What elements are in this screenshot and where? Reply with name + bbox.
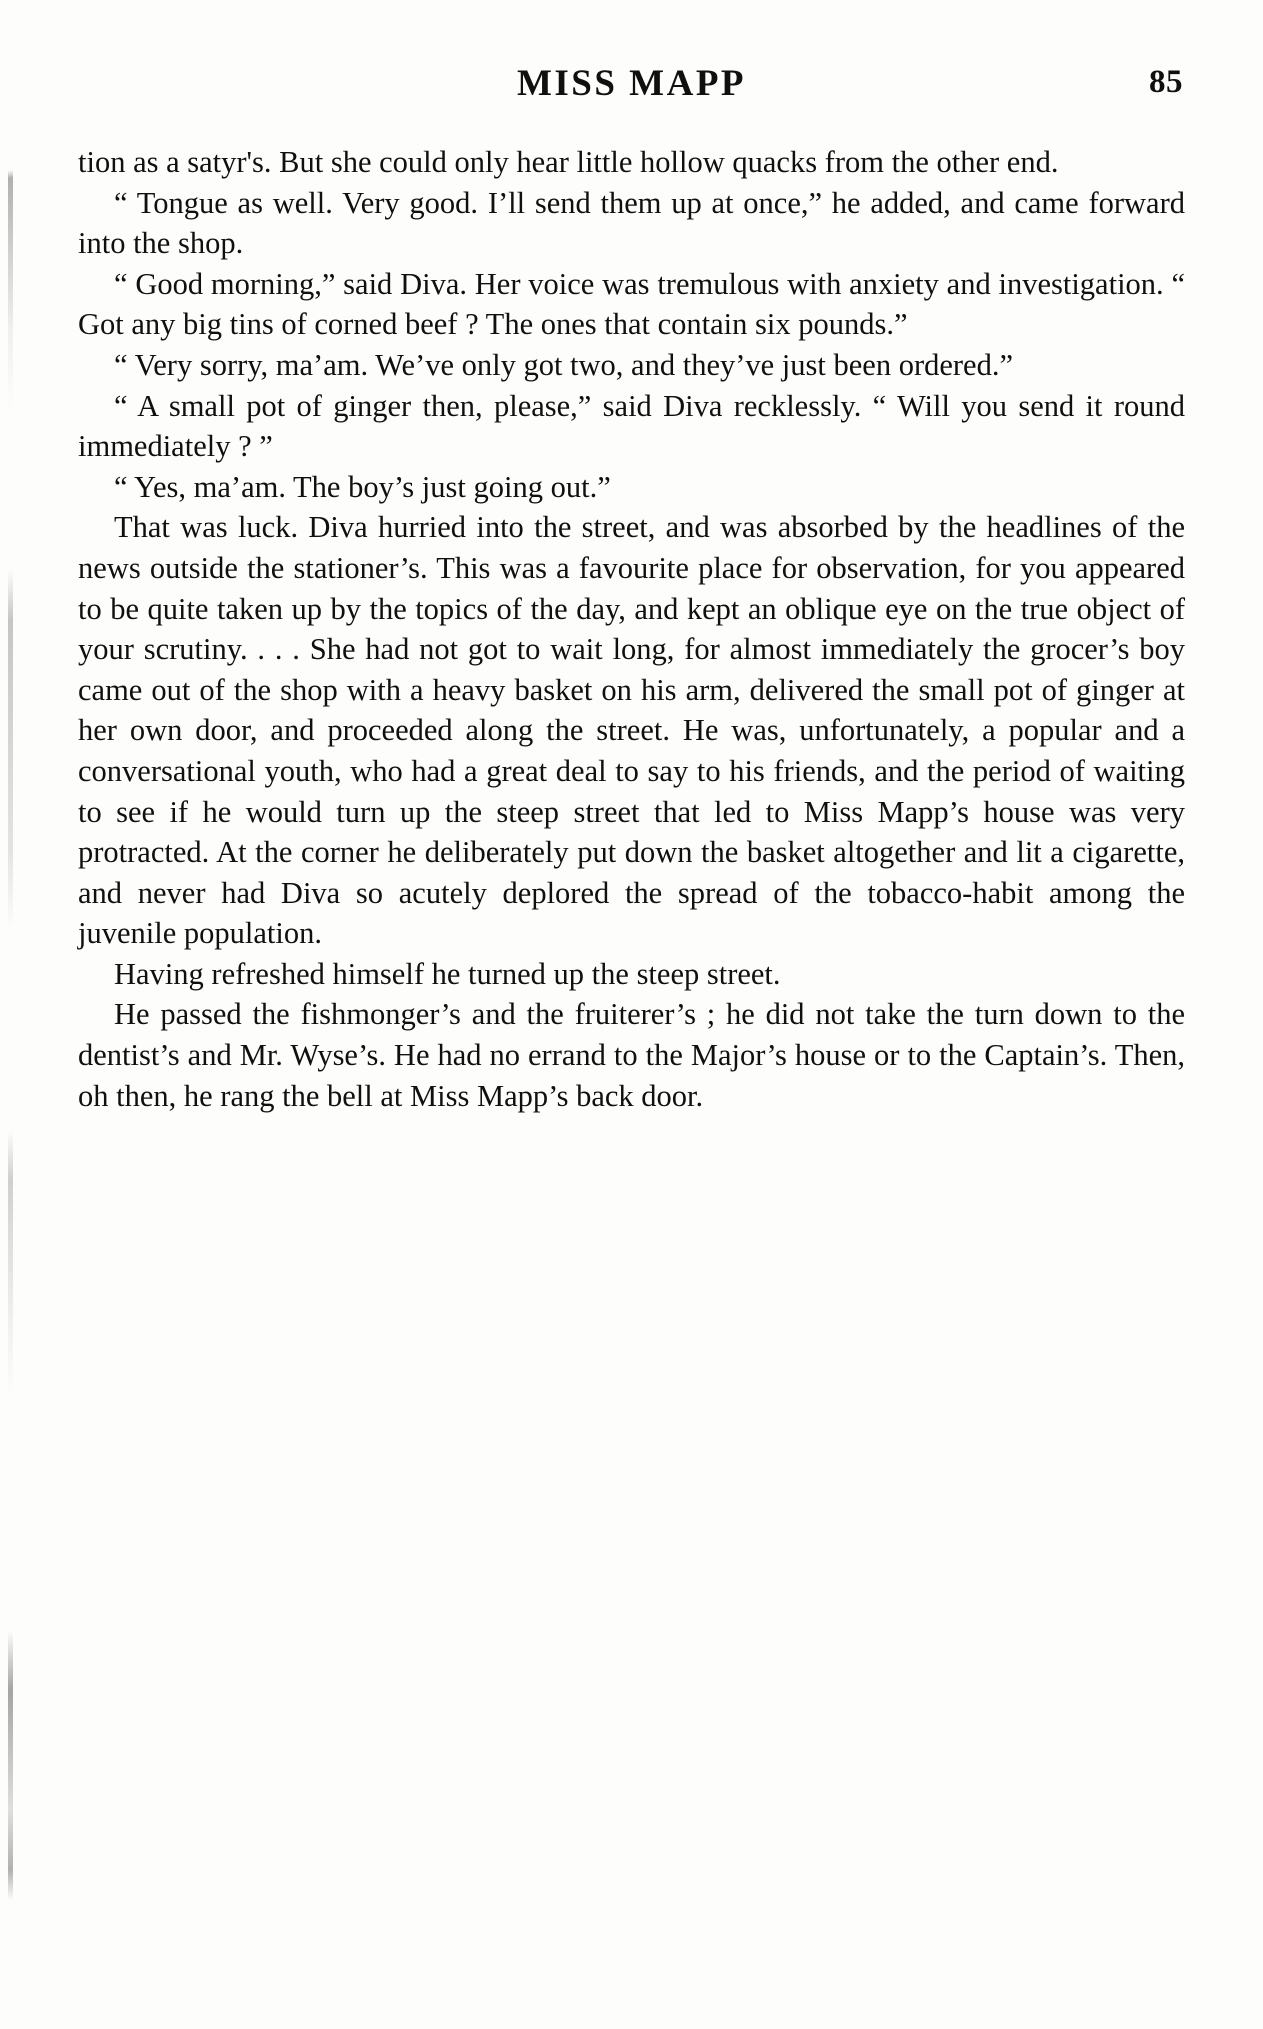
paragraph: He passed the fishmonger’s and the fruiterer’s ; he did not take the turn down to the dentist’s and Mr. Wyse’s. He had no errand to the Major’s house or to the Captain’s. Then, oh then, he rang the bell at Miss Mapp’s back door. [78,997,1185,1113]
paragraph: “ Yes, ma’am. The boy’s just going out.” [114,469,611,504]
paragraph: “ A small pot of ginger then, please,” said Diva recklessly. “ Will you send it round immediately ? ” [78,388,1185,464]
page-title: MISS MAPP [516,63,747,104]
paragraph: tion as a satyr's. But she could only hear little hollow quacks from the other end. [78,145,1059,179]
paragraph: “ Tongue as well. Very good. I’ll send them up at once,” he added, and came forward into the shop. [78,185,1185,261]
paragraph: Having refreshed himself he turned up the steep street. [114,956,781,991]
paragraph: “ Very sorry, ma’am. We’ve only got two, and they’ve just been ordered.” [114,347,1013,382]
running-head [78,62,1185,124]
scan-edge-artifact [8,150,13,1900]
paragraph: “ Good morning,” said Diva. Her voice was tremulous with anxiety and investigation. “ Got any big tins of corned beef ? The ones that contain six pounds.” [78,266,1185,342]
body-text [78,142,1185,1116]
paragraph: That was luck. Diva hurried into the street, and was absorbed by the headlines of the news outside the stationer’s. This was a favourite place for observation, for you appeared to be quite taken up by the topics of the day, and kept an oblique eye on the true object of your scrutiny. . . . She had not got to wait long, for almost immediately the grocer’s boy came out of the shop with a heavy basket on his arm, delivered the small pot of ginger at her own door, and proceeded along the street. He was, unfortunately, a popular and a conversational youth, who had a great deal to say to his friends, and the period of waiting to see if he would turn up the steep street that led to Miss Mapp’s house was very protracted. At the corner he deliberately put down the basket altogether and lit a cigarette, and never had Diva so acutely deplored the spread of the tobacco-habit among the juvenile population. [78,510,1185,951]
page-content [78,62,1185,1116]
page-number: 85 [1149,64,1183,100]
